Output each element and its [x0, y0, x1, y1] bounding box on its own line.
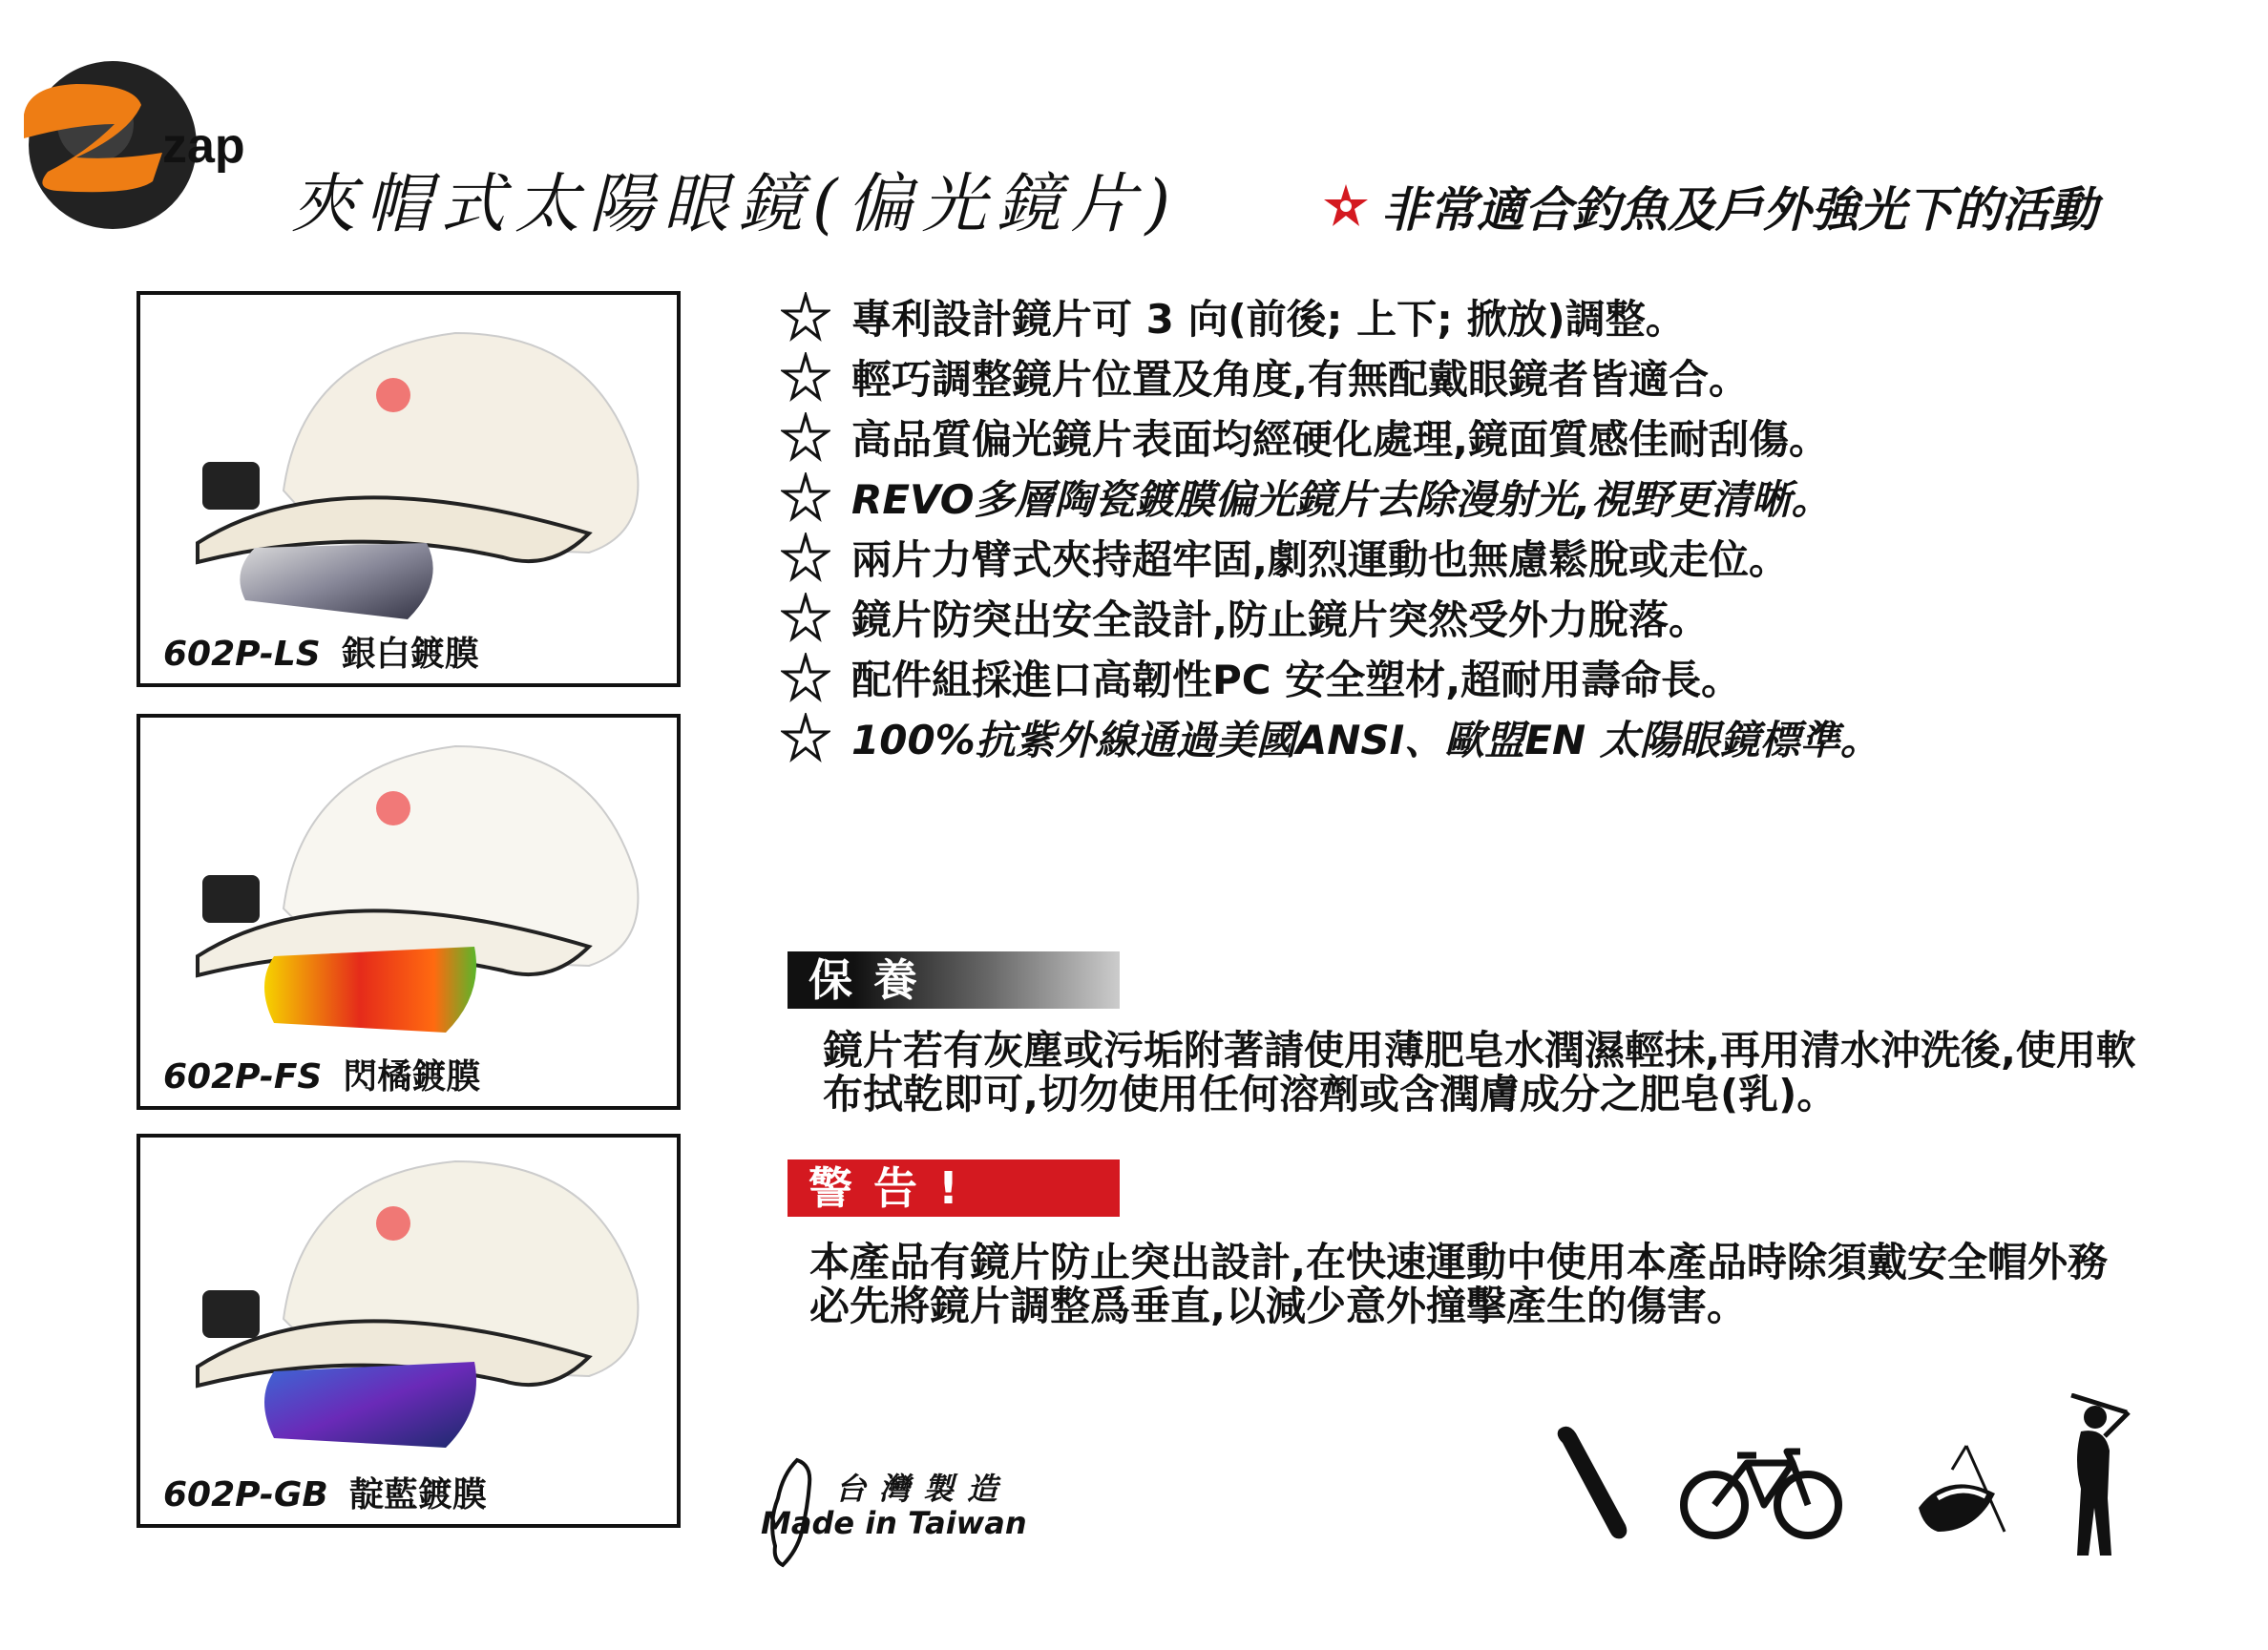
cap-with-blue-lens-image — [140, 1138, 677, 1524]
feature-text: 兩片力臂式夾持超牢固,劇烈運動也無慮鬆脫或走位。 — [851, 535, 1789, 583]
star-bullet-icon — [781, 352, 830, 402]
feature-item — [781, 587, 1880, 647]
star-bullet-icon — [781, 593, 830, 642]
star-bullet-icon — [781, 713, 830, 762]
feature-item — [781, 346, 1880, 407]
warning-heading: 警告! — [788, 1159, 1120, 1217]
feature-text: 專利設計鏡片可 3 向(前後; 上下; 掀放)調整。 — [851, 295, 1686, 343]
feature-text: 高品質偏光鏡片表面均經硬化處理,鏡面質感佳耐刮傷。 — [851, 415, 1829, 463]
product-card-gb — [136, 1134, 681, 1528]
care-heading: 保養 — [788, 951, 1120, 1009]
product-code: 602P-GB — [163, 1475, 328, 1514]
warning-text: 本產品有鏡片防止突出設計,在快速運動中使用本產品時除須戴安全帽外務必先將鏡片調整爲垂直,以減少意外撞擊產生的傷害。 — [809, 1239, 2108, 1329]
star-bullet-icon — [781, 472, 830, 522]
star-bullet-icon — [781, 653, 830, 702]
fish-icon — [1909, 1441, 2014, 1546]
page-title: 夾帽式太陽眼鏡(偏光鏡片) — [291, 167, 1181, 242]
feature-text: 鏡片防突出安全設計,防止鏡片突然受外力脫落。 — [851, 595, 1709, 643]
feature-item — [781, 286, 1880, 346]
product-code: 602P-LS — [163, 635, 321, 674]
product-caption — [163, 1468, 487, 1516]
red-star-icon — [1322, 182, 1370, 230]
feature-item — [781, 527, 1880, 587]
product-name: 靛藍鍍膜 — [348, 1475, 487, 1514]
bicycle-icon — [1680, 1446, 1842, 1541]
product-caption — [163, 627, 479, 676]
feature-item — [781, 647, 1880, 707]
zap-logo — [19, 48, 248, 239]
product-caption — [163, 1050, 480, 1098]
cap-with-orange-lens-image — [140, 718, 677, 1106]
tagline — [1322, 172, 2097, 240]
golfer-icon — [2052, 1393, 2138, 1560]
made-in-taiwan-en: Made in Taiwan — [761, 1505, 1027, 1541]
star-bullet-icon — [781, 533, 830, 582]
product-code: 602P-FS — [163, 1057, 323, 1097]
feature-item — [781, 707, 1880, 767]
care-text: 鏡片若有灰塵或污垢附著請使用薄肥皂水潤濕輕抹,再用清水沖洗後,使用軟布拭乾即可,切勿使用任何溶劑或含潤膚成分之肥皂(乳)。 — [823, 1027, 2136, 1117]
feature-list — [781, 286, 1880, 767]
feature-text: 配件組採進口高韌性PC 安全塑材,超耐用壽命長。 — [851, 656, 1742, 703]
feature-text: 100%抗紫外線通過美國ANSI、歐盟EN 太陽眼鏡標準。 — [851, 716, 1880, 763]
feature-item — [781, 407, 1880, 467]
product-name: 閃橘鍍膜 — [343, 1057, 481, 1097]
product-name: 銀白鍍膜 — [341, 635, 479, 674]
star-bullet-icon — [781, 292, 830, 342]
feature-text: REVO多層陶瓷鍍膜偏光鏡片去除漫射光,視野更清晰。 — [851, 475, 1832, 523]
star-bullet-icon — [781, 412, 830, 462]
product-card-ls — [136, 291, 681, 687]
feature-item — [781, 467, 1880, 527]
tagline-text: 非常適合釣魚及戶外強光下的活動 — [1381, 182, 2097, 238]
product-card-fs — [136, 714, 681, 1110]
made-in-taiwan-zh: 台灣製造 — [835, 1471, 1012, 1507]
feature-text: 輕巧調整鏡片位置及角度,有無配戴眼鏡者皆適合。 — [851, 355, 1749, 403]
logo-text: zap — [162, 118, 245, 174]
baseball-bat-icon — [1551, 1422, 1637, 1546]
cap-with-silver-lens-image — [140, 295, 677, 683]
